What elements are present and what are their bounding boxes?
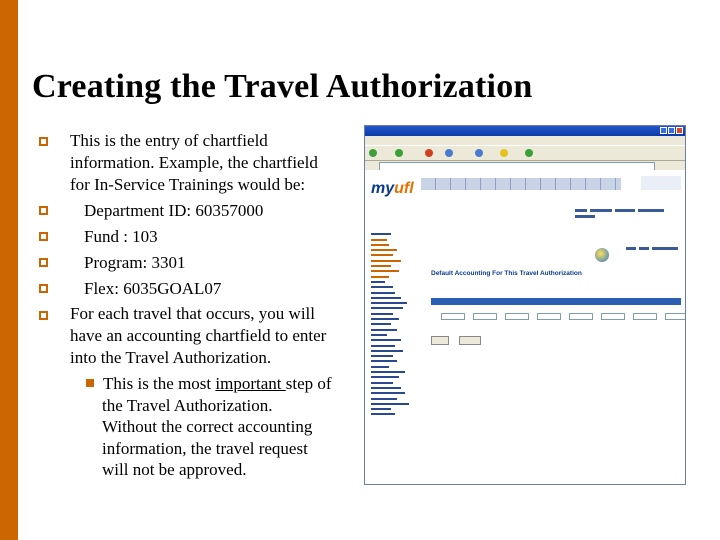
media-icon [525,149,533,157]
bullet-marker [39,206,48,215]
chartfield-input [505,313,529,320]
bullet-program: Program: 3301 [84,253,186,272]
bullet-marker [39,311,48,320]
forward-icon [395,149,403,157]
bullet-6-line-3: into the Travel Authorization. [70,348,272,367]
stop-icon [425,149,433,157]
bullet-dept-id: Department ID: 60357000 [84,201,264,220]
bullet-marker [39,284,48,293]
search-icon [475,149,483,157]
left-accent-bar [0,0,18,540]
bullet-flex: Flex: 6035GOAL07 [84,279,222,298]
browser-menu-bar [365,136,685,145]
help-links [626,246,681,252]
bullet-1-line-2: information. Example, the chartfield [70,153,318,172]
browser-toolbar [365,145,685,161]
slide-title: Creating the Travel Authorization [32,68,533,105]
home-icon [445,149,453,157]
web-page [365,170,685,484]
browser-screenshot [364,125,686,485]
sub-bullet-line-2: the Travel Authorization. [102,396,273,415]
refresh-button [459,336,481,345]
sub-bullet-line-3: Without the correct accounting [102,417,313,436]
close-icon [676,127,683,134]
chartfield-input [601,313,625,320]
myufl-logo: myufl [371,180,414,197]
main-content [429,226,683,484]
chartfield-input [473,313,497,320]
uf-seal-logo [641,176,681,190]
chartfield-input [633,313,657,320]
left-nav-menu [367,230,427,482]
bullet-marker [39,258,48,267]
header-banner [421,178,621,190]
maximize-icon [668,127,675,134]
bullet-6-line-2: have an accounting chartfield to enter [70,326,327,345]
bullet-fund: Fund : 103 [84,227,158,246]
ok-button [431,336,449,345]
section-header: Default Accounting For This Travel Authorization [431,270,582,277]
sub-bullet-line-5: will not be approved. [102,460,247,479]
chartfield-input [537,313,561,320]
bullet-1-line-3: for In-Service Trainings would be: [70,175,306,194]
chartfield-input [569,313,593,320]
back-icon [369,149,377,157]
accounting-summary-bar [431,298,681,305]
favorites-icon [500,149,508,157]
chartfield-input [665,313,686,320]
minimize-icon [660,127,667,134]
employee-info [431,282,681,288]
top-nav-links [575,208,681,214]
globe-icon [595,248,609,262]
sub-bullet-line-4: information, the travel request [102,439,308,458]
bullet-6-line-1: For each travel that occurs, you will [70,304,316,323]
bullet-1-line-1: This is the entry of chartfield [70,131,268,150]
sub-bullet-line-1: This is the most important step of [103,374,332,393]
chartfield-row [431,311,681,325]
browser-title-bar [365,126,685,136]
chartfield-input [441,313,465,320]
bullet-marker [39,232,48,241]
sub-bullet-marker [86,379,94,387]
bullet-marker [39,137,48,146]
